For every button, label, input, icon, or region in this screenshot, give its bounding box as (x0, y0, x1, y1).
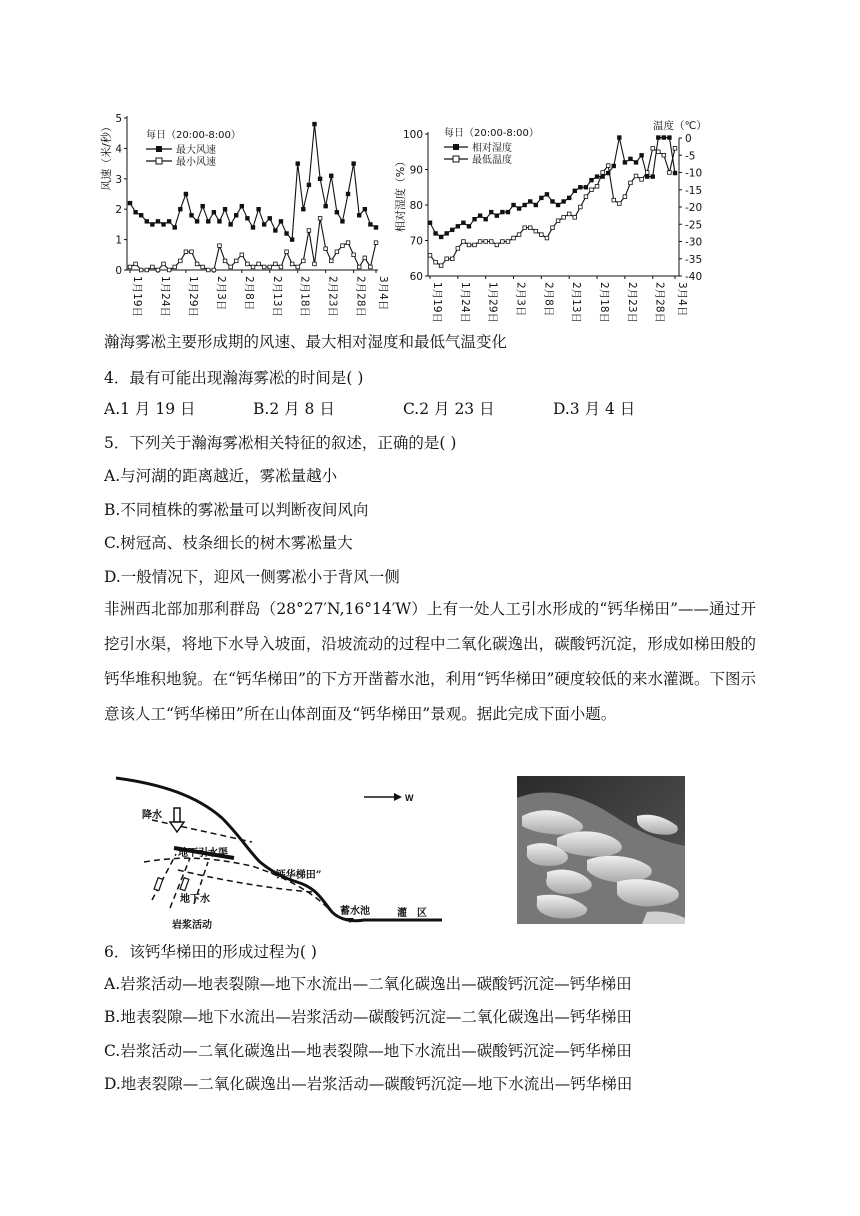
humidity-xtick-label: 3月4日 (676, 282, 688, 317)
humidity-series-1-point (489, 240, 493, 244)
wind-series-0-point (352, 162, 356, 166)
wind-series-1-point (369, 265, 373, 269)
wind-series-0-point (324, 204, 328, 208)
wind-series-0-point (156, 220, 160, 224)
humidity-series-0-point (662, 136, 666, 140)
wind-series-0-point (145, 220, 149, 224)
rain-arrow-icon (170, 808, 184, 832)
wind-speed-chart (100, 108, 390, 323)
humidity-series-1-point (645, 171, 649, 175)
wind-series-0-point (357, 213, 361, 217)
channel-label: 地下引水渠 (178, 848, 228, 859)
wind-series-0-point (167, 220, 171, 224)
wind-series-0-point (268, 217, 272, 221)
wind-xtick-label: 2月28日 (354, 276, 367, 318)
humidity-legend-title: 每日（20:00-8:00） (444, 128, 539, 139)
humidity-series-1-point (640, 178, 644, 182)
wind-series-1-point (329, 259, 333, 263)
wind-series-0-point (251, 226, 255, 230)
wind-series-0-point (341, 220, 345, 224)
q5-option-a[interactable]: A.与河湖的距离越近，雾凇量越小 (104, 467, 338, 485)
humidity-series-1-point (473, 243, 477, 247)
humidity-series-0-point (501, 210, 505, 214)
mountain-cross-section-diagram (112, 770, 457, 935)
wind-series-1-point (206, 268, 210, 272)
humidity-series-1-point (579, 205, 583, 209)
humidity-series-0-point (579, 185, 583, 189)
humidity-series-0-point (439, 235, 443, 239)
humidity-y2tick-label: -35 (685, 253, 703, 266)
q4-option-a[interactable]: A.1 月 19 日 (104, 400, 196, 418)
humidity-series-1-point (434, 260, 438, 264)
humidity-series-0-point (495, 214, 499, 218)
wind-series-1-point (357, 265, 361, 269)
humidity-series-1-point (445, 257, 449, 261)
humidity-series-1-point (501, 240, 505, 244)
humidity-ytick-label: 100 (402, 129, 423, 141)
wind-series-1-point (313, 262, 317, 266)
wind-series-0-point (279, 220, 283, 224)
humidity-series-1-point (662, 153, 666, 157)
wind-series-0-point (246, 217, 250, 221)
q6-option-d[interactable]: D.地表裂隙—二氧化碳逸出—岩浆活动—碳酸钙沉淀—地下水流出—钙华梯田 (104, 1075, 633, 1093)
travertine-terrace-photo (517, 776, 685, 924)
humidity-series-1-point (428, 254, 432, 258)
humidity-xtick-label: 2月8日 (542, 282, 555, 317)
wind-series-1-point (218, 244, 222, 248)
humidity-series-0-line (430, 138, 675, 237)
wind-series-1-point (167, 268, 171, 272)
wind-series-1-point (156, 268, 160, 272)
wind-series-0-point (139, 213, 143, 217)
humidity-xtick-label: 2月13日 (570, 282, 583, 324)
humidity-series-0-point (595, 175, 599, 179)
humidity-series-1-point (545, 236, 549, 240)
wind-y-axis-label: 风速（米/秒） (100, 121, 113, 191)
humidity-series-0-point (562, 200, 566, 204)
humidity-series-1-point (668, 171, 672, 175)
wind-series-0-point (313, 122, 317, 126)
wind-series-1-point (229, 265, 233, 269)
humidity-xtick-label: 2月28日 (653, 282, 666, 324)
wind-series-1-point (352, 253, 356, 257)
wind-legend-title: 每日（20:00-8:00） (146, 130, 241, 141)
humidity-series-1-point (590, 188, 594, 192)
humidity-series-0-point (545, 193, 549, 197)
wind-series-1-point (268, 265, 272, 269)
humidity-series-1-point (517, 233, 521, 237)
fracture-line-1 (152, 820, 252, 842)
humidity-xtick-label: 1月29日 (486, 282, 499, 324)
humidity-series-0-point (573, 189, 577, 193)
humidity-series-0-point (645, 175, 649, 179)
wind-series-0-point (335, 210, 339, 214)
wind-series-1-point (262, 265, 266, 269)
humidity-xtick-label: 1月19日 (431, 282, 443, 324)
humidity-temperature-chart (392, 112, 722, 327)
wind-series-1-point (363, 256, 367, 260)
humidity-series-1-point (623, 195, 627, 199)
humidity-series-1-point (562, 216, 566, 220)
rain-label: 降水 (142, 810, 162, 821)
humidity-series-0-point (462, 221, 466, 225)
humidity-legend-rh-label: 相对湿度 (472, 143, 512, 154)
humidity-series-1-point (462, 240, 466, 244)
wind-series-1-point (251, 265, 255, 269)
humidity-y2tick-label: -15 (685, 184, 703, 197)
wind-series-0-point (274, 229, 278, 233)
wind-series-0-point (223, 207, 227, 211)
wind-series-0-point (302, 207, 306, 211)
humidity-series-0-point (528, 200, 532, 204)
wind-series-1-point (296, 265, 300, 269)
wind-series-0-point (179, 207, 183, 211)
wind-series-1-point (195, 262, 199, 266)
q5-option-b[interactable]: B.不同植株的雾凇量可以判断夜间风向 (104, 501, 369, 519)
humidity-series-1-point (567, 212, 571, 216)
wind-series-0-point (369, 223, 373, 227)
humidity-series-0-point (467, 225, 471, 229)
humidity-y2tick-label: -25 (685, 219, 703, 232)
humidity-series-1-point (484, 240, 488, 244)
humidity-series-0-point (623, 161, 627, 165)
wind-series-1-point (318, 217, 322, 221)
wind-series-0-point (363, 207, 367, 211)
pool-label: 蓄水池 (340, 906, 370, 917)
humidity-xtick-label: 1月24日 (458, 282, 471, 324)
wind-series-0-point (229, 223, 233, 227)
humidity-y2tick-label: -20 (685, 202, 703, 214)
humidity-series-0-point (668, 136, 672, 140)
wind-xtick-label: 1月29日 (186, 276, 199, 318)
humidity-series-0-point (517, 207, 521, 211)
wind-series-1-point (346, 241, 350, 245)
wind-series-1-point (162, 262, 166, 266)
humidity-series-1-point (673, 147, 677, 151)
humidity-series-0-point (634, 161, 638, 165)
wind-series-0-point (190, 213, 194, 217)
q4-option-c[interactable]: C.2 月 23 日 (403, 400, 495, 418)
wind-series-0-point (184, 192, 188, 196)
humidity-series-1-point (551, 226, 555, 230)
humidity-series-0-point (473, 217, 477, 221)
wind-series-0-point (346, 192, 350, 196)
wind-series-1-point (240, 253, 244, 257)
humidity-series-0-point (629, 157, 633, 161)
passage-text: 非洲西北部加那利群岛（28°27′N,16°14′W）上有一处人工引水形成的“钙华梯田”——通过开挖引水渠，将地下水导入坡面，沿坡流动的过程中二氧化碳逸出，碳酸钙沉淀，形成如梯田般的钙华堆积地貌。在“钙华梯田”的下方开凿蓄水池，利用“钙华梯田”硬度较低的来水灌溉。下图示意该人工“钙华梯田”所在山体剖面及“钙华梯田”景观。据此完成下面小题。 (104, 600, 756, 723)
wind-series-1-point (223, 259, 227, 263)
humidity-series-0-point (523, 203, 527, 207)
humidity-series-0-point (445, 232, 449, 236)
wind-series-1-point (257, 262, 261, 266)
wind-series-0-point (195, 220, 199, 224)
wind-series-0-point (257, 207, 261, 211)
magma-label: 岩浆活动 (172, 920, 212, 931)
wind-xtick-label: 1月19日 (131, 276, 143, 318)
humidity-series-1-point (528, 226, 532, 230)
humidity-series-1-point (595, 185, 599, 189)
wind-series-0-point (318, 177, 322, 181)
wind-xtick-label: 3月4日 (377, 276, 389, 311)
q6-option-c[interactable]: C.岩浆活动—二氧化碳逸出—地表裂隙—地下水流出—碳酸钙沉淀—钙华梯田 (104, 1042, 632, 1060)
wind-series-1-point (374, 241, 378, 245)
humidity-series-0-point (456, 225, 460, 229)
wind-series-0-point (234, 213, 238, 217)
humidity-series-1-point (573, 216, 577, 220)
wind-series-1-point (335, 250, 339, 254)
q6-option-b[interactable]: B.地表裂隙—地下水流出—岩浆活动—碳酸钙沉淀—二氧化碳逸出—钙华梯田 (104, 1008, 632, 1026)
wind-legend-min-marker (156, 158, 162, 164)
west-direction-arrow-icon (364, 793, 402, 801)
humidity-series-0-point (656, 136, 660, 140)
wind-legend-min-label: 最小风速 (176, 157, 216, 168)
wind-series-0-point (173, 226, 177, 230)
humidity-legend-rh-marker (453, 144, 459, 150)
humidity-series-0-point (434, 232, 438, 236)
wind-series-0-point (296, 162, 300, 166)
wind-series-0-point (162, 223, 166, 227)
wind-series-1-point (173, 265, 177, 269)
wind-series-0-point (201, 204, 205, 208)
wind-series-1-point (139, 268, 143, 272)
wind-series-0-point (151, 223, 155, 227)
wind-series-1-point (246, 262, 250, 266)
humidity-y-axis-label: 相对湿度（%） (394, 155, 407, 233)
wind-series-1-point (285, 250, 289, 254)
humidity-series-0-point (618, 136, 622, 140)
humidity-series-0-point (428, 221, 432, 225)
humidity-series-0-point (512, 203, 516, 207)
humidity-series-1-point (629, 181, 633, 185)
wind-series-1-point (341, 244, 345, 248)
wind-ytick-label: 3 (115, 173, 122, 186)
humidity-y2tick-label: -30 (685, 236, 703, 249)
q5-option-d[interactable]: D.一般情况下，迎风一侧雾凇小于背风一侧 (104, 568, 400, 586)
wind-series-1-point (128, 265, 132, 269)
wind-series-0-point (128, 201, 132, 205)
humidity-series-0-point (489, 210, 493, 214)
wind-ytick-label: 2 (115, 204, 122, 217)
wind-series-1-point (201, 265, 205, 269)
humidity-series-1-point (634, 174, 638, 178)
humidity-series-1-point (439, 264, 443, 268)
irrigation-label: 灌 区 (397, 908, 427, 919)
wind-ytick-label: 1 (115, 234, 122, 247)
humidity-series-1-point (467, 243, 471, 247)
wind-series-0-point (212, 210, 216, 214)
groundwater-arrow-icon (154, 878, 189, 891)
groundwater-label: 地下水 (180, 894, 210, 905)
humidity-series-1-point (584, 195, 588, 199)
q5-option-c[interactable]: C.树冠高、枝条细长的树木雾凇量大 (104, 534, 353, 552)
wind-series-0-point (329, 174, 333, 178)
terrace-label: “钙华梯田” (270, 870, 322, 881)
wind-xtick-label: 2月13日 (270, 276, 283, 318)
humidity-series-0-point (567, 196, 571, 200)
humidity-series-1-point (656, 150, 660, 154)
humidity-series-1-point (556, 219, 560, 223)
wind-series-1-point (190, 250, 194, 254)
wind-legend-max-label: 最大风速 (176, 145, 216, 156)
humidity-series-0-point (590, 178, 594, 182)
wind-series-0-point (285, 232, 289, 236)
humidity-series-0-point (584, 185, 588, 189)
humidity-ytick-label: 90 (409, 164, 423, 177)
humidity-series-1-point (618, 202, 622, 206)
temperature-axis-label: 温度（℃） (653, 120, 707, 132)
direction-label: W (405, 793, 414, 803)
humidity-series-0-point (673, 171, 677, 175)
wind-series-1-point (274, 262, 278, 266)
humidity-series-1-point (540, 233, 544, 237)
wind-series-0-point (134, 210, 138, 214)
humidity-series-1-point (450, 257, 454, 261)
humidity-series-0-point (556, 203, 560, 207)
wind-series-0-point (240, 204, 244, 208)
wind-series-0-point (262, 223, 266, 227)
wind-series-1-point (134, 262, 138, 266)
question-5-stem: 5．下列关于瀚海雾凇相关特征的叙述，正确的是( ) (104, 434, 457, 452)
wind-series-0-point (206, 220, 210, 224)
humidity-series-1-point (534, 229, 538, 233)
humidity-series-1-point (523, 226, 527, 230)
humidity-series-0-point (540, 196, 544, 200)
wind-xtick-label: 1月24日 (158, 276, 171, 318)
wind-series-1-point (290, 262, 294, 266)
humidity-series-1-point (612, 198, 616, 202)
wind-series-1-point (184, 250, 188, 254)
wind-ytick-label: 4 (115, 143, 122, 156)
humidity-y2tick-label: -10 (685, 167, 703, 180)
humidity-series-0-point (478, 214, 482, 218)
question-4-stem: 4．最有可能出现瀚海雾凇的时间是( ) (104, 369, 364, 387)
humidity-series-0-point (534, 203, 538, 207)
humidity-legend-temp-marker (453, 156, 459, 162)
wind-xtick-label: 2月8日 (242, 276, 255, 311)
wind-series-1-point (307, 229, 311, 233)
wind-series-0-point (218, 220, 222, 224)
q6-option-a[interactable]: A.岩浆活动—地表裂隙—地下水流出—二氧化碳逸出—碳酸钙沉淀—钙华梯田 (104, 975, 632, 993)
humidity-series-0-point (450, 228, 454, 232)
chart-caption: 瀚海雾凇主要形成期的风速、最大相对湿度和最低气温变化 (104, 333, 508, 351)
question-6-stem: 6．该钙华梯田的形成过程为( ) (104, 943, 317, 961)
q4-option-d[interactable]: D.3 月 4 日 (553, 400, 636, 418)
humidity-legend-temp-label: 最低温度 (472, 155, 512, 166)
wind-series-0-point (307, 183, 311, 187)
wind-xtick-label: 2月3日 (214, 276, 227, 311)
humidity-series-1-point (506, 240, 510, 244)
wind-ytick-label: 5 (115, 113, 122, 125)
humidity-ytick-label: 70 (409, 235, 423, 248)
humidity-series-1-point (478, 240, 482, 244)
humidity-series-1-point (651, 147, 655, 151)
wind-series-0-point (290, 238, 294, 242)
humidity-series-0-point (612, 164, 616, 168)
humidity-y2tick-label: 0 (685, 133, 692, 145)
humidity-series-1-point (456, 247, 460, 251)
humidity-series-1-point (512, 236, 516, 240)
humidity-series-1-point (601, 171, 605, 175)
humidity-series-0-point (640, 154, 644, 158)
wind-xtick-label: 2月23日 (326, 276, 339, 318)
humidity-series-1-point (495, 243, 499, 247)
wind-series-1-point (179, 259, 183, 263)
wind-series-1-point (324, 247, 328, 251)
q4-option-b[interactable]: B.2 月 8 日 (253, 400, 335, 418)
humidity-ytick-label: 80 (409, 200, 423, 212)
wind-series-1-point (151, 265, 155, 269)
humidity-y2tick-label: -5 (685, 150, 696, 163)
wind-legend-max-marker (156, 146, 162, 152)
humidity-xtick-label: 2月23日 (625, 282, 638, 324)
humidity-series-0-point (484, 217, 488, 221)
wind-series-1-point (302, 259, 306, 263)
wind-series-1-point (145, 268, 149, 272)
humidity-series-1-line (430, 148, 675, 265)
wind-series-1-point (234, 259, 238, 263)
wind-series-0-point (374, 226, 378, 230)
wind-series-0-line (130, 124, 376, 240)
humidity-ytick-label: 60 (409, 271, 423, 283)
humidity-xtick-label: 2月3日 (514, 282, 527, 317)
humidity-series-0-point (506, 210, 510, 214)
wind-ytick-label: 0 (115, 265, 122, 277)
wind-xtick-label: 2月18日 (298, 276, 311, 318)
humidity-series-0-point (551, 200, 555, 204)
slope-surface (116, 778, 442, 921)
humidity-y2tick-label: -40 (685, 271, 703, 283)
humidity-xtick-label: 2月18日 (598, 282, 611, 324)
humidity-series-0-point (651, 175, 655, 179)
humidity-series-1-point (606, 164, 610, 168)
wind-series-1-point (279, 265, 283, 269)
wind-series-1-point (212, 268, 216, 272)
